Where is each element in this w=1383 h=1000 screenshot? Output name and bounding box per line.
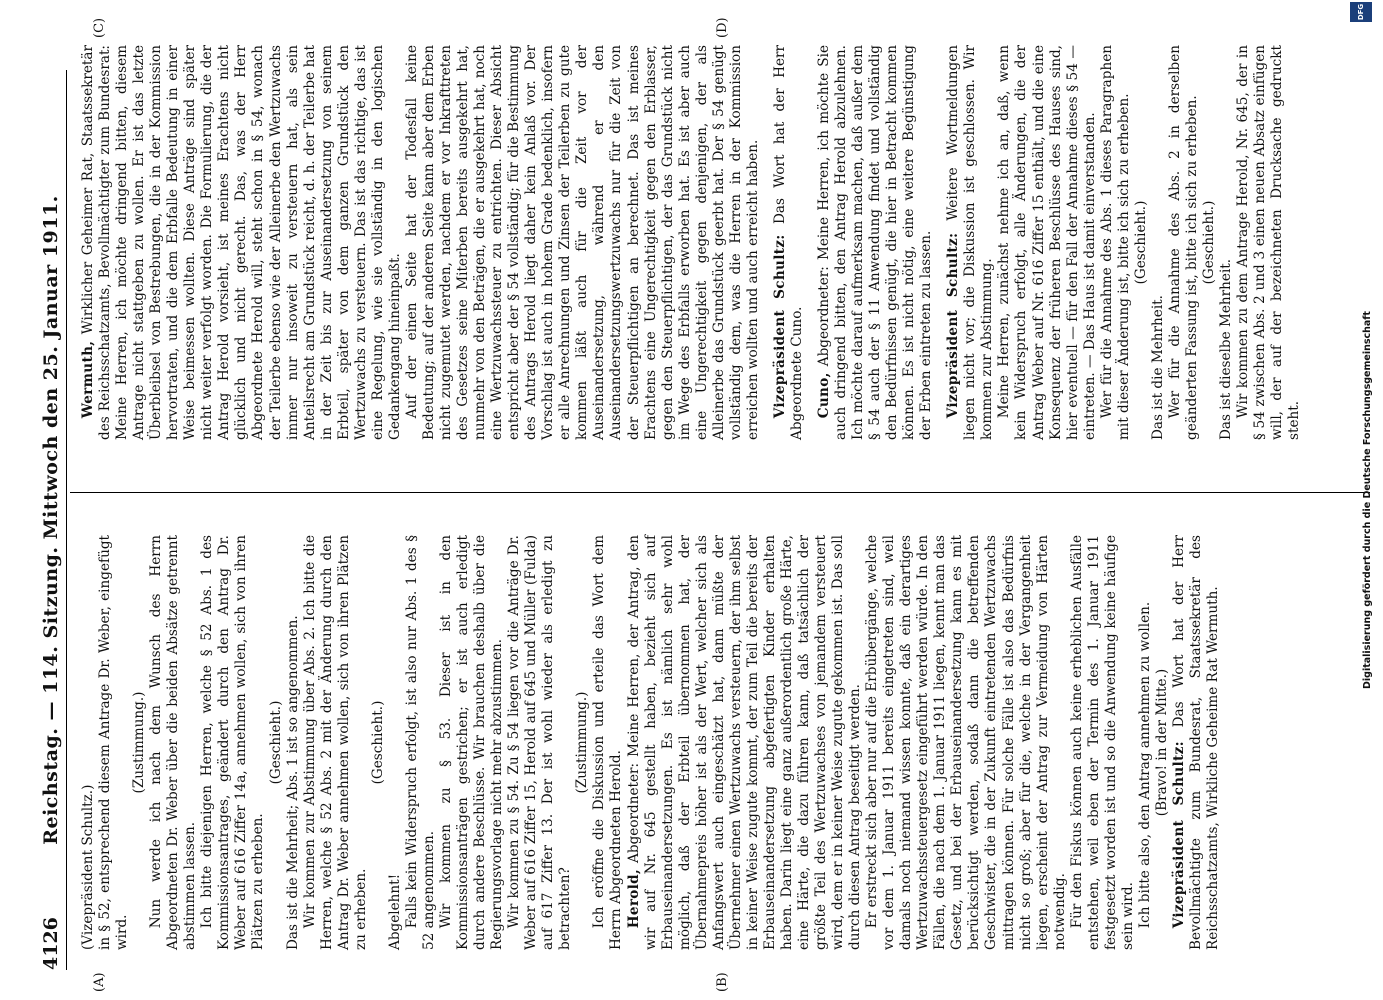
speaker-name: Cuno,	[815, 372, 832, 419]
paragraph-gap	[762, 45, 772, 440]
paragraph-gap	[935, 45, 945, 440]
paragraph-text: Abgeordneter: Meine Herren, ich möchte Sie auch dringend bitten, den Antrag Herold abzulehnen. Ich möchte darauf aufmerksam machen, daß außer dem § 54 auch der § 11 Anwendung findet und vollständig den Bedürfnissen genügt, die hier in Betracht kommen können. Es ist nicht nötig, eine weitere Begünstigung der Erben eintreten zu lassen.	[815, 45, 935, 440]
speaker-name: Wermuth,	[80, 340, 96, 419]
paragraph	[506, 535, 574, 950]
paragraph-text: Das ist die Mehrheit.	[1149, 295, 1166, 440]
speaker-paragraph	[626, 535, 865, 950]
paragraph	[1167, 45, 1201, 440]
paragraph-text: Das ist dieselbe Mehrheit.	[1218, 258, 1235, 440]
speaker-paragraph	[1171, 535, 1222, 950]
margin-marker-d: (D)	[715, 17, 730, 38]
paragraph-text: in § 52, entsprechend diesem Antrage Dr. Weber, eingefügt wird.	[97, 535, 131, 950]
stage-direction	[1201, 45, 1218, 440]
paragraph-text: Nun werde ich nach dem Wunsch des Herrn Abgeordneten Dr. Weber über die beiden Absätze getrennt abstimmen lassen.	[148, 535, 199, 950]
paragraph	[80, 535, 97, 950]
speaker-paragraph	[945, 45, 996, 440]
page-header	[32, 70, 67, 970]
speaker-paragraph	[80, 45, 404, 440]
paragraph-text: Abgelehnt!	[386, 873, 403, 950]
paragraph-text: Auf der einen Seite hat der Todesfall keine Bedeutung; auf der anderen Seite kann aber dem Erben nicht zugemutet werden, nachdem er vor Inkrafttreten des Gesetzes seine Miterben bereits ausgekehrt hat, nunmehr von den Beträgen, die er ausgekehrt hat, noch eine Wertzuwachssteuer zu entrichten. Dieser Absicht entspricht aber der § 54 vollständig; für die Bestimmung des Antrags Herold liegt daher kein Anlaß vor. Der Vorschlag ist auch in hohem Grade bedenklich, insofern er alle Anrechnungen und Zinsen der Teilerben zu gute kommen läßt auch für die Zeit vor der Auseinandersetzung, während er den Auseinandersetzungswertzuwachs nur für die Zeit von der Steuerpflichtigen an berechnet. Das ist meines Erachtens eine Ungerechtigkeit gegen den Erblasser, gegen den Steuerpflichtigen, der das Grundstück nicht im Wege des Erbfalls erworben hat. Es ist aber auch eine Ungerechtigkeit gegen denjenigen, der als Alleinerbe das Grundstück geerbt hat. Der § 54 genügt vollständig dem, was die Herren in der Kommission erreichen wollten und auch erreicht haben.	[403, 45, 761, 440]
paragraph	[148, 535, 199, 950]
paragraph-text: (Geschieht.)	[369, 700, 386, 785]
paragraph-text: Ich bitte diejenigen Herren, welche § 52 Abs. 1 des Kommissionsantrages, geändert durch den Antrag Dr. Weber auf 616 Ziffer 14a, annehmen wollen, sich von ihren Plätzen zu erheben.	[199, 535, 267, 950]
paragraph-text: Wir kommen zu dem Antrage Herold, Nr. 645, der in § 54 zwischen Abs. 2 und 3 einen neuen Absatz einfügen will, der auf der bezeichneten Drucksache gedruckt steht.	[1235, 45, 1303, 440]
paragraph-text: Das ist die Mehrheit; Abs. 1 ist so angenommen.	[284, 615, 301, 950]
paragraph	[438, 535, 506, 950]
paragraph	[996, 45, 1098, 440]
paragraph	[1069, 535, 1137, 950]
paragraph-text: (Geschieht.)	[1201, 200, 1217, 285]
paragraph-text: Ich eröffne die Diskussion und erteile das Wort dem Herrn Abgeordneten Herold.	[591, 535, 625, 950]
page-number: 4126	[40, 917, 62, 970]
paragraph	[285, 535, 302, 950]
paragraph-text: (Geschieht.)	[1132, 200, 1149, 285]
paragraph	[1218, 45, 1235, 440]
speaker-paragraph	[772, 45, 806, 440]
paragraph-text: Für den Fiskus können auch keine erheblichen Ausfälle entstehen, weil eben der Termin des 1. Januar 1911 festgesetzt worden ist und so die Anwendung keine häufige sein wird.	[1068, 535, 1136, 950]
paragraph-text: (Zustimmung.)	[574, 691, 591, 794]
paragraph-text: Wer für die Annahme des Abs. 1 dieses Paragraphen mit dieser Änderung ist, bitte ich sich zu erheben.	[1098, 45, 1132, 440]
paragraph-text: Wir kommen zu § 53. Dieser ist in den Kommissionsanträgen gestrichen; er ist auch erledigt durch andere Beschlüsse. Wir brauchen deshalb über die Regierungsvorlage nicht mehr abzustimmen.	[437, 535, 506, 950]
paragraph-text: Das Wort hat der Herr Bevollmächtigte zum Bundesrat, Staatssekretär des Reichsschatzamts, Wirkliche Geheime Rat Wermuth.	[1171, 535, 1222, 950]
paragraph-text: (Vizepräsident Schultz.)	[80, 784, 96, 950]
speaker-paragraph	[816, 45, 935, 440]
margin-marker-c: (C)	[92, 17, 107, 38]
speaker-name: Vizepräsident Schultz:	[945, 232, 962, 419]
paragraph-text: Weitere Wortmeldungen liegen nicht vor; die Diskussion ist geschlossen. Wir kommen zur Abstimmung.	[945, 44, 996, 440]
page-title: Reichstag. — 114. Sitzung. Mittwoch den 25. Januar 1911.	[40, 195, 62, 845]
paragraph-text: Wirklicher Geheimer Rat, Staatssekretär des Reichsschatzamts, Bevollmächtigter zum Bundesrat: Meine Herren, ich möchte dringend bitten, diesem Antrage nicht stattgeben zu wollen. Er ist das letzte Überbleibsel von Bestrebungen, die in der Kommission hervortraten, und die dem Erbfalle Bedeutung in einer Weise beimessen wollten. Diese Anträge sind später nicht weiter verfolgt worden. Die Formulierung, die der Antrag Herold vorsieht, ist meines Erachtens nicht glücklich und nicht gerecht. Das, was der Herr Abgeordnete Herold will, steht schon in § 54, wonach der Teilerbe ebenso wie der Alleinerbe den Wertzuwachs immer nur insoweit zu versteuern hat, als sein Anteilsrecht am Grundstück reicht, d. h. der Teilerbe hat in der Zeit bis zur Auseinandersetzung von seinem Erbteil, später von dem ganzen Grundstück den Wertzuwachs zu versteuern. Das ist das richtige, das ist eine Regelung, wie sie vollständig in den logischen Gedankengang hineinpaßt.	[80, 45, 403, 440]
paragraph	[1150, 45, 1167, 440]
column-divider	[70, 492, 1370, 493]
right-column	[80, 45, 1303, 440]
paragraph-gap	[806, 45, 816, 440]
paragraph-text: Falls kein Widerspruch erfolgt, ist also nur Abs. 1 des § 52 angenommen.	[403, 535, 437, 950]
left-column	[80, 535, 1222, 950]
stage-direction	[1133, 45, 1150, 440]
paragraph-text: Er erstreckt sich aber nur auf die Erbübergänge, welche vor dem 1. Januar 1911 bereits eingetreten sind, weil damals noch niemand wissen konnte, daß ein derartiges Wertzuwachssteuergesetz eingeführt werden würde. In den Fällen, die nach dem 1. Januar 1911 liegen, kennt man das Gesetz, und bei der Erbauseinandersetzung kann es mit berücksichtigt werden, sodaß dann die betreffenden Geschwister, die in der Zukunft eintretenden Wertzuwachs mittragen können. Für solche Fälle ist also das Bedürfnis nicht so groß; aber für die, welche in der Vergangenheit liegen, erscheint der Antrag zur Vermeidung von Härten notwendig.	[864, 535, 1068, 950]
stage-direction	[1154, 535, 1171, 950]
paragraph	[404, 45, 762, 440]
paragraph	[864, 535, 1069, 950]
paragraph	[1099, 45, 1133, 440]
stage-direction	[370, 535, 387, 950]
paragraph-text: Das Wort hat der Herr Abgeordnete Cuno.	[771, 45, 805, 440]
stage-direction	[131, 535, 148, 950]
paragraph	[199, 535, 267, 950]
paragraph-text: (Bravo! in der Mitte.)	[1153, 668, 1170, 817]
speaker-name: Herold,	[625, 869, 642, 929]
paragraph	[302, 535, 370, 950]
paragraph-text: (Geschieht.)	[267, 700, 284, 785]
speaker-name: Vizepräsident Schultz:	[1171, 741, 1187, 929]
paragraph-text: Meine Herren, zunächst nehme ich an, daß, wenn kein Widerspruch erfolgt, alle Änderungen, die der Antrag Weber auf Nr. 616 Ziffer 15 enthält, und die eine Konsequenz der früheren Beschlüsse des Hauses sind, hier eventuell — für den Fall der Annahme dieses § 54 — eintreten. — Das Haus ist damit einverstanden.	[996, 45, 1098, 440]
paragraph	[1235, 45, 1303, 440]
paragraph	[97, 535, 131, 950]
paragraph	[404, 535, 438, 950]
dfg-logo: DFG	[1350, 2, 1372, 22]
paragraph-text: (Zustimmung.)	[131, 691, 148, 794]
paragraph	[591, 535, 625, 950]
paragraph-text: Wir kommen zu § 54. Zu § 54 liegen vor die Anträge Dr. Weber auf 616 Ziffer 15, Herold auf 645 und Müller (Fulda) auf 617 Ziffer 13. Der ist wohl wieder als erledigt zu betrachten?	[506, 535, 574, 950]
paragraph	[387, 535, 404, 950]
paragraph-text: Wer für die Annahme des Abs. 2 in derselben geänderten Fassung ist, bitte ich sich zu erheben.	[1166, 45, 1200, 440]
paragraph-text: Abgeordneter: Meine Herren, der Antrag, den wir auf Nr. 645 gestellt haben, bezieht sich auf Erbauseinandersetzungen. Es ist nämlich sehr wohl möglich, daß der Erbteil übernommen hat, der Übernahmepreis höher ist als der Wert, welcher sich als Anfangswert auch eingeschätzt hat, dann müßte der Übernehmer einen Wertzuwachs versteuern, der ihm selbst in keiner Weise zugute kommt, der zum Teil die bereits der Erbauseinandersetzung abgefertigten Kinder erhalten haben. Darin liegt eine ganz außerordentlich große Härte, eine Härte, die dazu führen kann, daß tatsächlich der größte Teil des Wertzuwachses von jemandem versteuert wird, dem er in keiner Weise zugute gekommen ist. Das soll durch diesen Antrag beseitigt werden.	[625, 535, 864, 950]
paragraph-text: Wir kommen zur Abstimmung über Abs. 2. Ich bitte die Herren, welche § 52 Abs. 2 mit der Änderung durch den Antrag Dr. Weber annehmen wollen, sich von ihren Plätzen zu erheben.	[301, 535, 369, 950]
paragraph	[1137, 535, 1154, 950]
margin-marker-a: (A)	[92, 972, 107, 992]
paragraph-text: Ich bitte also, den Antrag annehmen zu wollen.	[1136, 601, 1153, 929]
stage-direction	[574, 535, 591, 950]
margin-marker-b: (B)	[715, 972, 730, 992]
digitization-note: Digitalisierung gefördert durch die Deutsche Forschungsgemeinschaft	[1362, 311, 1373, 689]
speaker-name: Vizepräsident Schultz:	[771, 234, 788, 419]
stage-direction	[268, 535, 285, 950]
